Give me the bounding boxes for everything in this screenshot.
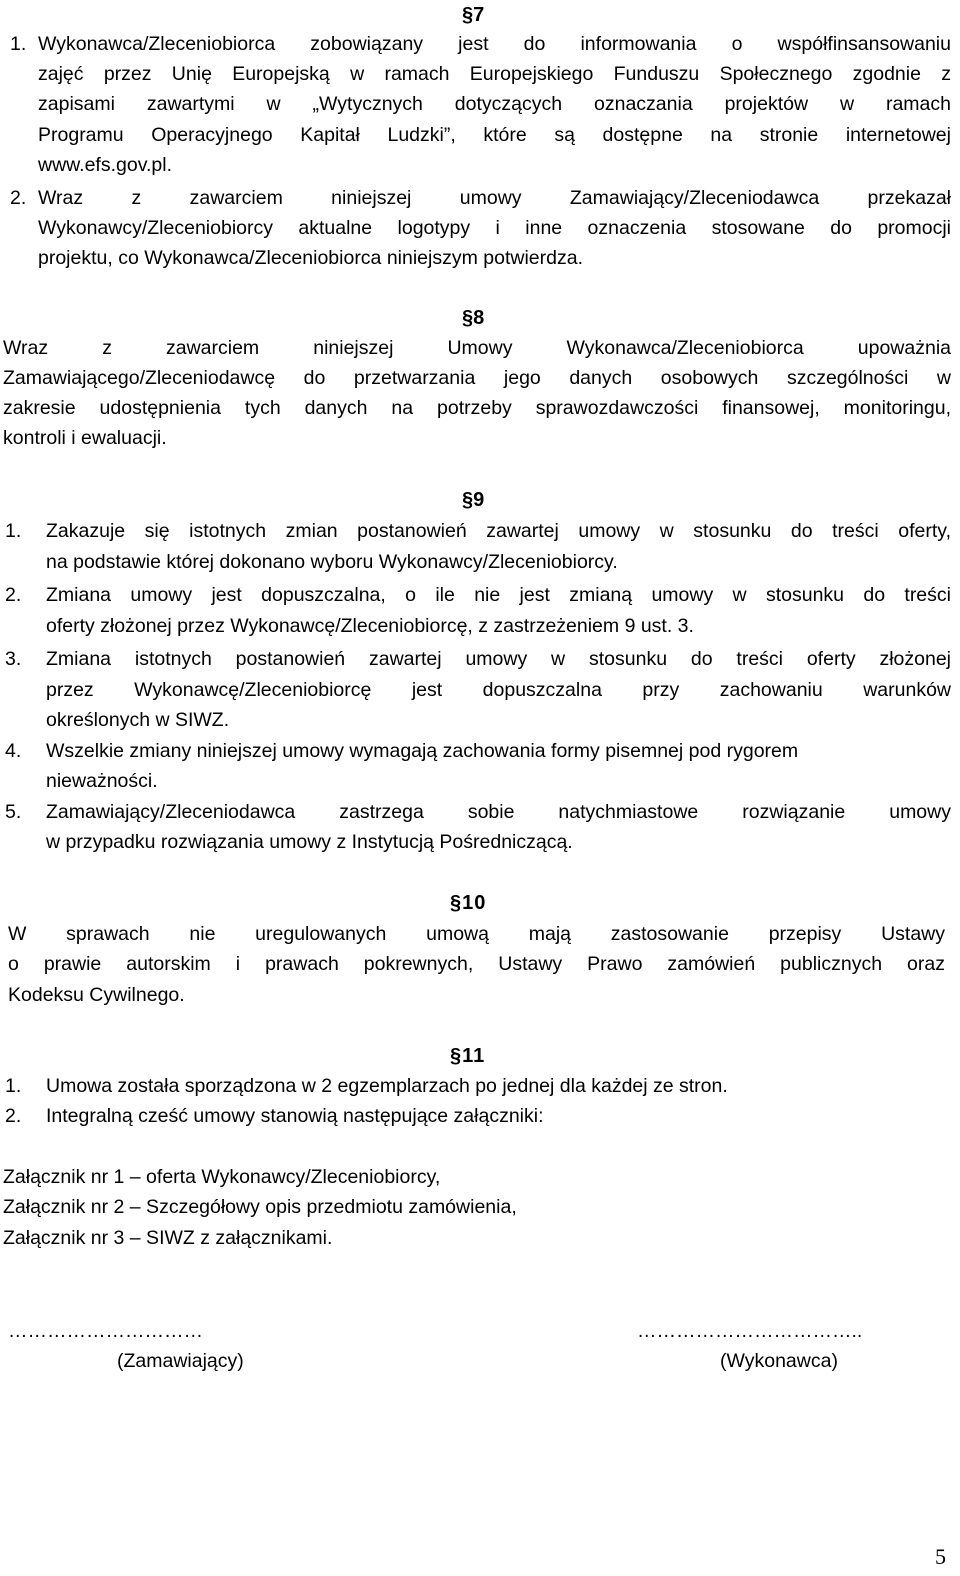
section-7-heading: §7 <box>462 4 485 26</box>
signature-label-right: (Wykonawca) <box>720 1350 838 1372</box>
s11-item-1-number: 1. <box>5 1075 22 1097</box>
s7-item-1-number: 1. <box>10 33 27 55</box>
s11-item-2-number: 2. <box>5 1105 22 1127</box>
s7-item-1-line: Programu Operacyjnego Kapitał Ludzki”, które są dostępne na stronie internetowej <box>38 124 951 146</box>
s7-item-1-line: www.efs.gov.pl. <box>38 154 173 176</box>
s9-item-1-line: na podstawie której dokonano wyboru Wykonawcy/Zleceniobiorcy. <box>46 551 618 573</box>
s10-paragraph-line: W sprawach nie uregulowanych umową mają zastosowanie przepisy Ustawy <box>8 923 945 945</box>
s7-item-1-line: zajęć przez Unię Europejską w ramach Europejskiego Funduszu Społecznego zgodnie z <box>38 63 951 85</box>
signature-label-left: (Zamawiający) <box>117 1350 244 1372</box>
s11-item-2-text: Integralną cześć umowy stanowią następujące załączniki: <box>46 1105 544 1127</box>
section-11-heading: §11 <box>450 1045 486 1067</box>
s9-item-1-number: 1. <box>5 520 22 542</box>
s9-item-5-line: w przypadku rozwiązania umowy z Instytucją Pośredniczącą. <box>46 831 573 853</box>
s9-item-2-line: Zmiana umowy jest dopuszczalna, o ile nie jest zmianą umowy w stosunku do treści <box>46 584 951 606</box>
section-9-heading: §9 <box>462 489 485 511</box>
signature-line-right: …………………………….. <box>637 1320 863 1342</box>
section-10-heading: §10 <box>450 892 487 914</box>
s7-item-2-line: Wykonawcy/Zleceniobiorcy aktualne logotypy i inne oznaczenia stosowane do promocji <box>38 217 951 239</box>
s8-paragraph-line: kontroli i ewaluacji. <box>3 427 167 449</box>
page-number: 5 <box>935 1544 946 1569</box>
s9-item-1-line: Zakazuje się istotnych zmian postanowień zawartej umowy w stosunku do treści oferty, <box>46 520 951 542</box>
s9-item-3-number: 3. <box>5 648 22 670</box>
s8-paragraph-line: Wraz z zawarciem niniejszej Umowy Wykonawca/Zleceniobiorca upoważnia <box>3 337 951 359</box>
s9-item-3-line: określonych w SIWZ. <box>46 709 230 731</box>
s11-item-1-text: Umowa została sporządzona w 2 egzemplarzach po jednej dla każdej ze stron. <box>46 1075 728 1097</box>
s7-item-1-line: zapisami zawartymi w „Wytycznych dotyczących oznaczania projektów w ramach <box>38 93 951 115</box>
s10-paragraph-line: o prawie autorskim i prawach pokrewnych, Ustawy Prawo zamówień publicznych oraz <box>8 953 945 975</box>
s9-item-4-line: nieważności. <box>46 770 158 792</box>
s7-item-2-number: 2. <box>10 187 27 209</box>
s9-item-5-line: Zamawiający/Zleceniodawca zastrzega sobie natychmiastowe rozwiązanie umowy <box>46 801 951 823</box>
attachment-2: Załącznik nr 2 – Szczegółowy opis przedmiotu zamówienia, <box>3 1196 517 1218</box>
s9-item-3-line: przez Wykonawcę/Zleceniobiorcę jest dopuszczalna przy zachowaniu warunków <box>46 679 951 701</box>
s8-paragraph-line: Zamawiającego/Zleceniodawcę do przetwarzania jego danych osobowych szczególności w <box>3 367 951 389</box>
s9-item-4-number: 4. <box>5 740 22 762</box>
s7-item-1-line: Wykonawca/Zleceniobiorca zobowiązany jest do informowania o współfinsansowaniu <box>38 33 951 55</box>
s9-item-2-line: oferty złożonej przez Wykonawcę/Zleceniobiorcę, z zastrzeżeniem 9 ust. 3. <box>46 615 694 637</box>
section-8-heading: §8 <box>462 307 485 329</box>
s9-item-5-number: 5. <box>5 801 22 823</box>
s10-paragraph-line: Kodeksu Cywilnego. <box>8 984 185 1006</box>
s7-item-2-line: Wraz z zawarciem niniejszej umowy Zamawiający/Zleceniodawca przekazał <box>38 187 951 209</box>
signature-line-left: ………………………… <box>8 1320 203 1342</box>
attachment-3: Załącznik nr 3 – SIWZ z załącznikami. <box>3 1227 333 1249</box>
s7-item-2-line: projektu, co Wykonawca/Zleceniobiorca niniejszym potwierdza. <box>38 247 583 269</box>
s8-paragraph-line: zakresie udostępnienia tych danych na potrzeby sprawozdawczości finansowej, monitoringu, <box>3 397 951 419</box>
s9-item-2-number: 2. <box>5 584 22 606</box>
s9-item-3-line: Zmiana istotnych postanowień zawartej umowy w stosunku do treści oferty złożonej <box>46 648 951 670</box>
s9-item-4-line: Wszelkie zmiany niniejszej umowy wymagają zachowania formy pisemnej pod rygorem <box>46 740 799 762</box>
attachment-1: Załącznik nr 1 – oferta Wykonawcy/Zleceniobiorcy, <box>3 1166 441 1188</box>
